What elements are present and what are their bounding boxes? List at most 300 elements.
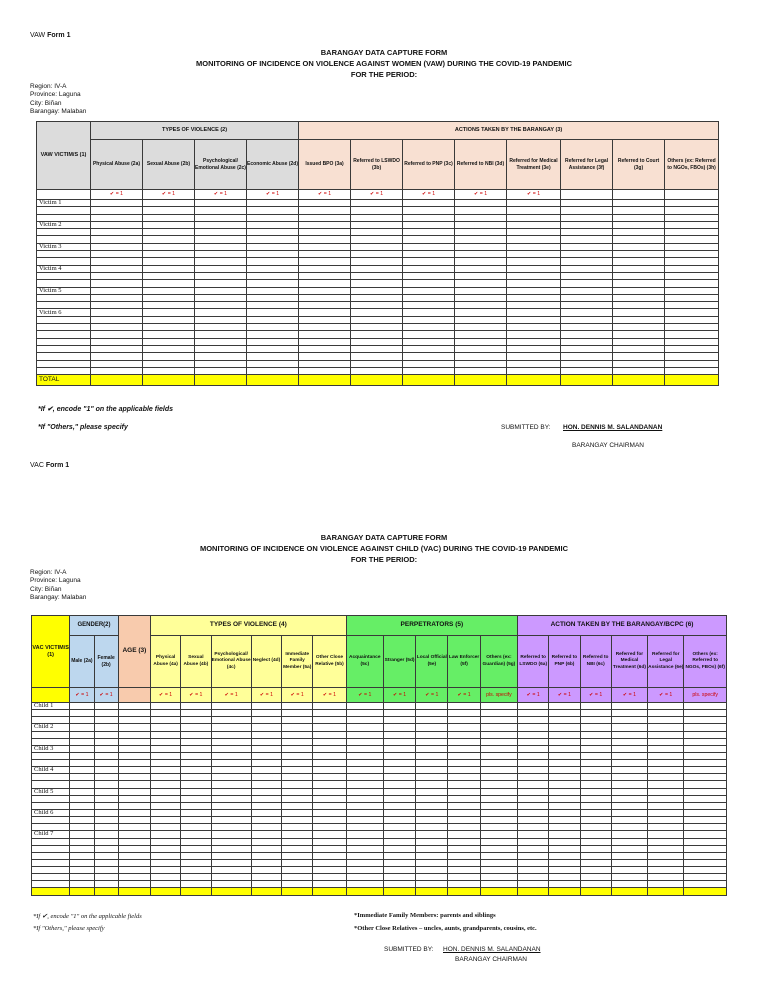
vaw-data-cell[interactable] — [561, 272, 613, 279]
vac-data-cell[interactable] — [118, 745, 150, 752]
vac-data-cell[interactable] — [313, 802, 346, 809]
vac-data-cell[interactable] — [448, 760, 480, 767]
vac-data-cell[interactable] — [346, 881, 383, 888]
vaw-data-cell[interactable] — [455, 214, 507, 221]
vac-total-cell[interactable] — [181, 888, 211, 896]
vac-data-cell[interactable] — [580, 809, 611, 816]
vac-data-cell[interactable] — [346, 717, 383, 724]
vaw-data-cell[interactable] — [403, 324, 455, 331]
vac-data-cell[interactable] — [211, 788, 251, 795]
vac-data-cell[interactable] — [181, 767, 211, 774]
vaw-data-cell[interactable] — [403, 258, 455, 265]
vaw-data-cell[interactable] — [91, 272, 143, 279]
vaw-data-cell[interactable] — [561, 251, 613, 258]
vaw-data-cell[interactable] — [91, 236, 143, 243]
vac-data-cell[interactable] — [346, 838, 383, 845]
vac-data-cell[interactable] — [611, 767, 647, 774]
vac-data-cell[interactable] — [383, 788, 415, 795]
vac-data-cell[interactable] — [448, 809, 480, 816]
vac-data-cell[interactable] — [251, 731, 281, 738]
vaw-data-cell[interactable] — [613, 258, 665, 265]
vaw-data-cell[interactable] — [613, 338, 665, 345]
vac-data-cell[interactable] — [151, 745, 181, 752]
vaw-data-cell[interactable] — [351, 272, 403, 279]
vac-data-cell[interactable] — [211, 774, 251, 781]
vaw-data-cell[interactable] — [351, 236, 403, 243]
vac-data-cell[interactable] — [383, 795, 415, 802]
vaw-data-cell[interactable] — [247, 316, 299, 323]
vaw-data-cell[interactable] — [665, 360, 719, 367]
vac-data-cell[interactable] — [211, 752, 251, 759]
vaw-data-cell[interactable] — [247, 251, 299, 258]
vac-data-cell[interactable] — [416, 831, 448, 838]
vac-data-cell[interactable] — [684, 802, 727, 809]
vaw-data-cell[interactable] — [247, 265, 299, 272]
vaw-data-cell[interactable] — [91, 229, 143, 236]
vac-data-cell[interactable] — [448, 859, 480, 866]
vac-data-cell[interactable] — [313, 731, 346, 738]
vac-data-cell[interactable] — [416, 788, 448, 795]
vaw-data-cell[interactable] — [143, 258, 195, 265]
vac-data-cell[interactable] — [251, 866, 281, 873]
vac-data-cell[interactable] — [611, 852, 647, 859]
vaw-data-cell[interactable] — [455, 360, 507, 367]
vac-data-cell[interactable] — [118, 831, 150, 838]
vaw-data-cell[interactable] — [403, 367, 455, 374]
vac-data-cell[interactable] — [518, 724, 549, 731]
vaw-data-cell[interactable] — [613, 302, 665, 309]
vac-data-cell[interactable] — [648, 817, 684, 824]
vaw-data-cell[interactable] — [143, 251, 195, 258]
vaw-data-cell[interactable] — [507, 353, 561, 360]
vaw-data-cell[interactable] — [561, 331, 613, 338]
vaw-data-cell[interactable] — [403, 302, 455, 309]
vac-data-cell[interactable] — [251, 724, 281, 731]
vac-data-cell[interactable] — [94, 838, 118, 845]
vac-data-cell[interactable] — [282, 767, 313, 774]
vaw-data-cell[interactable] — [403, 229, 455, 236]
vaw-data-cell[interactable] — [455, 221, 507, 228]
vaw-data-cell[interactable] — [351, 287, 403, 294]
vac-data-cell[interactable] — [480, 781, 517, 788]
vac-total-cell[interactable] — [648, 888, 684, 896]
vaw-data-cell[interactable] — [455, 280, 507, 287]
vaw-data-cell[interactable] — [665, 302, 719, 309]
vac-data-cell[interactable] — [480, 738, 517, 745]
vaw-data-cell[interactable] — [665, 236, 719, 243]
vac-data-cell[interactable] — [416, 845, 448, 852]
vaw-data-cell[interactable] — [91, 265, 143, 272]
vac-data-cell[interactable] — [648, 809, 684, 816]
vaw-total-cell[interactable] — [561, 375, 613, 386]
vac-data-cell[interactable] — [211, 760, 251, 767]
vac-data-cell[interactable] — [480, 717, 517, 724]
vac-data-cell[interactable] — [448, 788, 480, 795]
vac-data-cell[interactable] — [549, 774, 580, 781]
vaw-data-cell[interactable] — [247, 367, 299, 374]
vac-data-cell[interactable] — [518, 731, 549, 738]
vac-data-cell[interactable] — [346, 866, 383, 873]
vaw-data-cell[interactable] — [455, 324, 507, 331]
vaw-data-cell[interactable] — [195, 243, 247, 250]
vaw-data-cell[interactable] — [247, 287, 299, 294]
vac-data-cell[interactable] — [94, 824, 118, 831]
vac-data-cell[interactable] — [151, 859, 181, 866]
vac-data-cell[interactable] — [549, 703, 580, 710]
vaw-data-cell[interactable] — [351, 360, 403, 367]
vac-data-cell[interactable] — [70, 717, 94, 724]
vac-data-cell[interactable] — [70, 802, 94, 809]
vac-data-cell[interactable] — [684, 710, 727, 717]
vaw-data-cell[interactable] — [299, 236, 351, 243]
vac-data-cell[interactable] — [94, 809, 118, 816]
vac-data-cell[interactable] — [518, 824, 549, 831]
vac-data-cell[interactable] — [94, 752, 118, 759]
vaw-data-cell[interactable] — [247, 331, 299, 338]
vaw-data-cell[interactable] — [455, 207, 507, 214]
vac-total-cell[interactable] — [549, 888, 580, 896]
vac-data-cell[interactable] — [580, 795, 611, 802]
vac-data-cell[interactable] — [549, 831, 580, 838]
vac-data-cell[interactable] — [313, 767, 346, 774]
vac-data-cell[interactable] — [251, 774, 281, 781]
vac-data-cell[interactable] — [580, 781, 611, 788]
vaw-total-cell[interactable] — [299, 375, 351, 386]
vac-data-cell[interactable] — [448, 738, 480, 745]
vac-data-cell[interactable] — [518, 703, 549, 710]
vaw-data-cell[interactable] — [299, 280, 351, 287]
vaw-data-cell[interactable] — [91, 316, 143, 323]
vac-data-cell[interactable] — [684, 703, 727, 710]
vac-data-cell[interactable] — [448, 881, 480, 888]
vac-data-cell[interactable] — [580, 731, 611, 738]
vaw-data-cell[interactable] — [455, 243, 507, 250]
vaw-data-cell[interactable] — [665, 324, 719, 331]
vaw-data-cell[interactable] — [247, 302, 299, 309]
vac-data-cell[interactable] — [181, 802, 211, 809]
vac-data-cell[interactable] — [416, 731, 448, 738]
vac-data-cell[interactable] — [313, 838, 346, 845]
vac-data-cell[interactable] — [346, 781, 383, 788]
vac-data-cell[interactable] — [518, 838, 549, 845]
vac-data-cell[interactable] — [684, 774, 727, 781]
vac-data-cell[interactable] — [684, 752, 727, 759]
vaw-data-cell[interactable] — [403, 353, 455, 360]
vaw-data-cell[interactable] — [613, 221, 665, 228]
vac-total-cell[interactable] — [282, 888, 313, 896]
vac-data-cell[interactable] — [211, 859, 251, 866]
vac-data-cell[interactable] — [580, 831, 611, 838]
vac-data-cell[interactable] — [151, 845, 181, 852]
vac-data-cell[interactable] — [611, 738, 647, 745]
vac-data-cell[interactable] — [118, 774, 150, 781]
vac-data-cell[interactable] — [251, 738, 281, 745]
vaw-data-cell[interactable] — [143, 221, 195, 228]
vaw-data-cell[interactable] — [299, 353, 351, 360]
vac-data-cell[interactable] — [480, 845, 517, 852]
vac-data-cell[interactable] — [416, 881, 448, 888]
vac-data-cell[interactable] — [151, 852, 181, 859]
vac-data-cell[interactable] — [648, 866, 684, 873]
vac-data-cell[interactable] — [648, 874, 684, 881]
vaw-data-cell[interactable] — [91, 258, 143, 265]
vac-data-cell[interactable] — [211, 703, 251, 710]
vac-data-cell[interactable] — [346, 795, 383, 802]
vac-total-cell[interactable] — [684, 888, 727, 896]
vac-data-cell[interactable] — [549, 838, 580, 845]
vaw-data-cell[interactable] — [195, 287, 247, 294]
vac-data-cell[interactable] — [448, 866, 480, 873]
vac-data-cell[interactable] — [70, 724, 94, 731]
vaw-data-cell[interactable] — [561, 302, 613, 309]
vac-data-cell[interactable] — [549, 859, 580, 866]
vaw-data-cell[interactable] — [247, 221, 299, 228]
vac-data-cell[interactable] — [211, 717, 251, 724]
vac-data-cell[interactable] — [383, 717, 415, 724]
vac-data-cell[interactable] — [448, 852, 480, 859]
vac-data-cell[interactable] — [611, 774, 647, 781]
vac-data-cell[interactable] — [151, 788, 181, 795]
vac-data-cell[interactable] — [346, 710, 383, 717]
vaw-data-cell[interactable] — [299, 243, 351, 250]
vac-data-cell[interactable] — [118, 781, 150, 788]
vac-data-cell[interactable] — [416, 724, 448, 731]
vac-data-cell[interactable] — [313, 738, 346, 745]
vac-data-cell[interactable] — [611, 817, 647, 824]
vaw-data-cell[interactable] — [195, 280, 247, 287]
vac-data-cell[interactable] — [118, 866, 150, 873]
vaw-data-cell[interactable] — [613, 367, 665, 374]
vac-data-cell[interactable] — [684, 767, 727, 774]
vaw-data-cell[interactable] — [299, 331, 351, 338]
vac-data-cell[interactable] — [448, 752, 480, 759]
vac-data-cell[interactable] — [383, 738, 415, 745]
vac-data-cell[interactable] — [181, 838, 211, 845]
vac-data-cell[interactable] — [518, 852, 549, 859]
vac-data-cell[interactable] — [70, 795, 94, 802]
vac-data-cell[interactable] — [282, 781, 313, 788]
vaw-data-cell[interactable] — [665, 353, 719, 360]
vac-data-cell[interactable] — [181, 795, 211, 802]
vac-data-cell[interactable] — [549, 817, 580, 824]
vac-data-cell[interactable] — [648, 845, 684, 852]
vac-data-cell[interactable] — [251, 874, 281, 881]
vac-data-cell[interactable] — [448, 874, 480, 881]
vaw-data-cell[interactable] — [91, 309, 143, 316]
vac-data-cell[interactable] — [549, 738, 580, 745]
vaw-data-cell[interactable] — [351, 309, 403, 316]
vac-data-cell[interactable] — [549, 866, 580, 873]
vac-data-cell[interactable] — [94, 874, 118, 881]
vac-data-cell[interactable] — [480, 703, 517, 710]
vac-data-cell[interactable] — [313, 817, 346, 824]
vaw-data-cell[interactable] — [91, 207, 143, 214]
vac-data-cell[interactable] — [580, 838, 611, 845]
vac-total-cell[interactable] — [118, 888, 150, 896]
vac-data-cell[interactable] — [211, 809, 251, 816]
vac-data-cell[interactable] — [684, 845, 727, 852]
vac-data-cell[interactable] — [448, 774, 480, 781]
vac-data-cell[interactable] — [181, 724, 211, 731]
vaw-data-cell[interactable] — [247, 229, 299, 236]
vac-data-cell[interactable] — [611, 760, 647, 767]
vac-data-cell[interactable] — [313, 760, 346, 767]
vac-data-cell[interactable] — [70, 845, 94, 852]
vac-data-cell[interactable] — [448, 781, 480, 788]
vaw-data-cell[interactable] — [561, 294, 613, 301]
vaw-data-cell[interactable] — [299, 316, 351, 323]
vaw-data-cell[interactable] — [351, 229, 403, 236]
vaw-data-cell[interactable] — [195, 316, 247, 323]
vaw-data-cell[interactable] — [613, 331, 665, 338]
vac-data-cell[interactable] — [118, 703, 150, 710]
vaw-data-cell[interactable] — [351, 265, 403, 272]
vac-data-cell[interactable] — [416, 795, 448, 802]
vaw-data-cell[interactable] — [195, 309, 247, 316]
vac-total-cell[interactable] — [346, 888, 383, 896]
vaw-data-cell[interactable] — [613, 236, 665, 243]
vac-data-cell[interactable] — [611, 788, 647, 795]
vaw-data-cell[interactable] — [561, 367, 613, 374]
vac-data-cell[interactable] — [580, 752, 611, 759]
vac-data-cell[interactable] — [648, 752, 684, 759]
vac-data-cell[interactable] — [684, 831, 727, 838]
vac-data-cell[interactable] — [94, 817, 118, 824]
vac-data-cell[interactable] — [346, 802, 383, 809]
vac-data-cell[interactable] — [648, 760, 684, 767]
vaw-data-cell[interactable] — [665, 309, 719, 316]
vac-data-cell[interactable] — [94, 774, 118, 781]
vac-data-cell[interactable] — [383, 866, 415, 873]
vac-data-cell[interactable] — [313, 745, 346, 752]
vac-data-cell[interactable] — [70, 710, 94, 717]
vaw-total-cell[interactable] — [195, 375, 247, 386]
vaw-data-cell[interactable] — [351, 353, 403, 360]
vaw-data-cell[interactable] — [455, 251, 507, 258]
vaw-data-cell[interactable] — [665, 331, 719, 338]
vac-data-cell[interactable] — [118, 874, 150, 881]
vac-data-cell[interactable] — [211, 745, 251, 752]
vac-data-cell[interactable] — [70, 852, 94, 859]
vaw-data-cell[interactable] — [247, 353, 299, 360]
vac-data-cell[interactable] — [549, 845, 580, 852]
vac-data-cell[interactable] — [94, 760, 118, 767]
vaw-data-cell[interactable] — [299, 265, 351, 272]
vac-data-cell[interactable] — [383, 859, 415, 866]
vac-data-cell[interactable] — [118, 760, 150, 767]
vac-data-cell[interactable] — [549, 760, 580, 767]
vac-data-cell[interactable] — [480, 788, 517, 795]
vac-data-cell[interactable] — [251, 703, 281, 710]
vac-data-cell[interactable] — [518, 809, 549, 816]
vac-data-cell[interactable] — [416, 745, 448, 752]
vac-data-cell[interactable] — [611, 809, 647, 816]
vaw-data-cell[interactable] — [247, 324, 299, 331]
vac-data-cell[interactable] — [282, 745, 313, 752]
vac-data-cell[interactable] — [346, 817, 383, 824]
vaw-data-cell[interactable] — [403, 243, 455, 250]
vaw-data-cell[interactable] — [143, 309, 195, 316]
vaw-total-cell[interactable] — [143, 375, 195, 386]
vaw-data-cell[interactable] — [299, 258, 351, 265]
vac-data-cell[interactable] — [416, 874, 448, 881]
vaw-data-cell[interactable] — [195, 207, 247, 214]
vac-data-cell[interactable] — [313, 795, 346, 802]
vaw-data-cell[interactable] — [507, 214, 561, 221]
vac-data-cell[interactable] — [282, 824, 313, 831]
vac-data-cell[interactable] — [611, 859, 647, 866]
vaw-data-cell[interactable] — [299, 287, 351, 294]
vac-data-cell[interactable] — [480, 817, 517, 824]
vac-data-cell[interactable] — [416, 781, 448, 788]
vaw-data-cell[interactable] — [351, 214, 403, 221]
vac-data-cell[interactable] — [94, 745, 118, 752]
vaw-data-cell[interactable] — [91, 360, 143, 367]
vaw-data-cell[interactable] — [143, 287, 195, 294]
vaw-total-cell[interactable] — [247, 375, 299, 386]
vaw-data-cell[interactable] — [403, 265, 455, 272]
vac-data-cell[interactable] — [383, 745, 415, 752]
vac-data-cell[interactable] — [313, 809, 346, 816]
vac-data-cell[interactable] — [346, 824, 383, 831]
vac-data-cell[interactable] — [383, 760, 415, 767]
vaw-data-cell[interactable] — [143, 265, 195, 272]
vaw-data-cell[interactable] — [561, 338, 613, 345]
vac-total-cell[interactable] — [151, 888, 181, 896]
vac-data-cell[interactable] — [580, 817, 611, 824]
vac-data-cell[interactable] — [480, 710, 517, 717]
vac-data-cell[interactable] — [383, 781, 415, 788]
vac-data-cell[interactable] — [70, 788, 94, 795]
vac-data-cell[interactable] — [282, 802, 313, 809]
vac-data-cell[interactable] — [282, 788, 313, 795]
vaw-data-cell[interactable] — [143, 214, 195, 221]
vac-data-cell[interactable] — [211, 874, 251, 881]
vaw-data-cell[interactable] — [665, 214, 719, 221]
vac-data-cell[interactable] — [416, 824, 448, 831]
vaw-data-cell[interactable] — [143, 236, 195, 243]
vaw-data-cell[interactable] — [351, 251, 403, 258]
vaw-total-cell[interactable] — [455, 375, 507, 386]
vac-data-cell[interactable] — [282, 809, 313, 816]
vaw-data-cell[interactable] — [91, 331, 143, 338]
vaw-data-cell[interactable] — [351, 302, 403, 309]
vac-data-cell[interactable] — [282, 760, 313, 767]
vac-data-cell[interactable] — [480, 859, 517, 866]
vaw-data-cell[interactable] — [507, 338, 561, 345]
vac-data-cell[interactable] — [549, 710, 580, 717]
vaw-data-cell[interactable] — [507, 316, 561, 323]
vaw-data-cell[interactable] — [195, 200, 247, 207]
vac-data-cell[interactable] — [282, 738, 313, 745]
vac-data-cell[interactable] — [211, 802, 251, 809]
vac-data-cell[interactable] — [518, 881, 549, 888]
vac-data-cell[interactable] — [282, 831, 313, 838]
vaw-data-cell[interactable] — [143, 345, 195, 352]
vaw-data-cell[interactable] — [195, 324, 247, 331]
vac-data-cell[interactable] — [580, 852, 611, 859]
vac-data-cell[interactable] — [211, 738, 251, 745]
vaw-data-cell[interactable] — [91, 243, 143, 250]
vac-data-cell[interactable] — [118, 738, 150, 745]
vac-data-cell[interactable] — [518, 738, 549, 745]
vac-data-cell[interactable] — [648, 710, 684, 717]
vac-data-cell[interactable] — [118, 795, 150, 802]
vaw-data-cell[interactable] — [143, 294, 195, 301]
vac-data-cell[interactable] — [580, 859, 611, 866]
vac-data-cell[interactable] — [580, 703, 611, 710]
vaw-data-cell[interactable] — [195, 229, 247, 236]
